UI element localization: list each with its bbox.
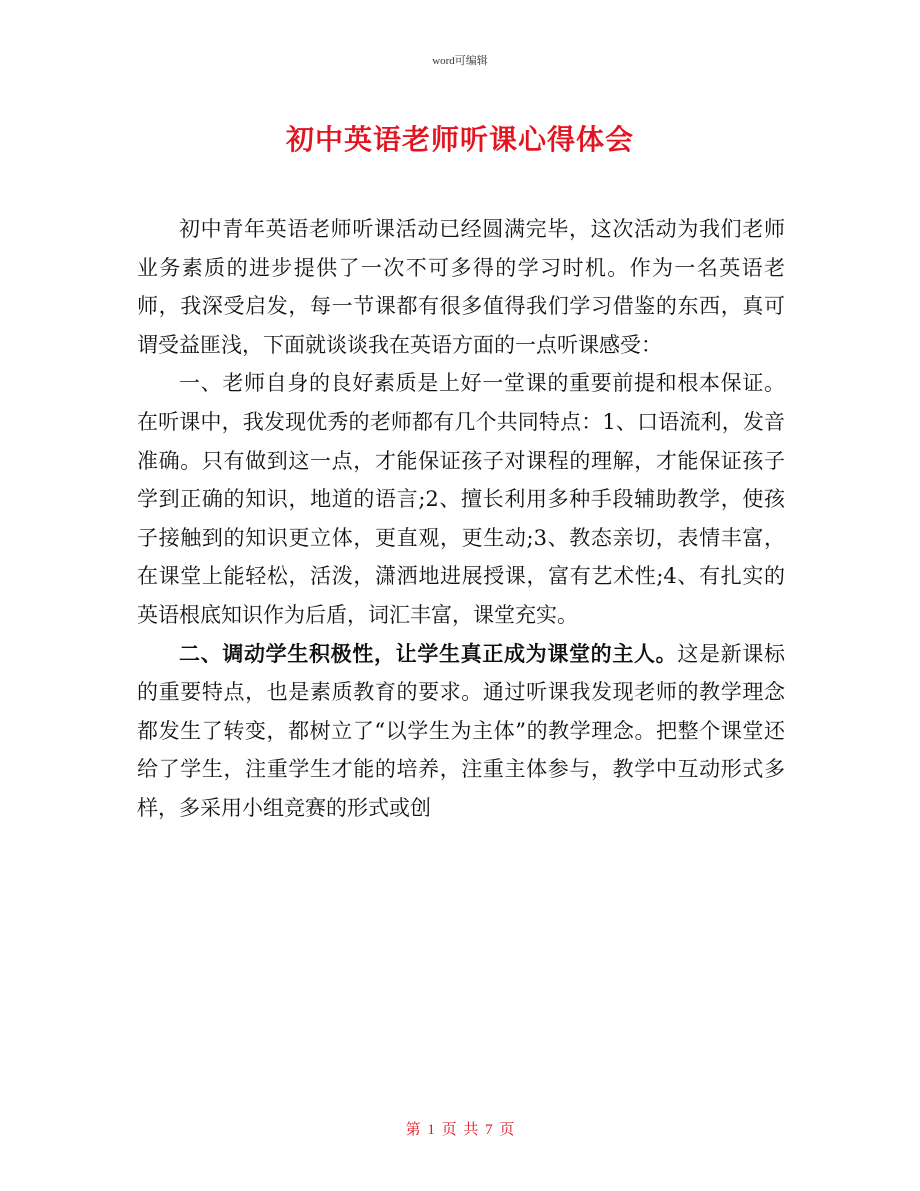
paragraph-intro (137, 210, 785, 364)
paragraph-lead-heading: 二、调动学生积极性，让学生真正成为课堂的主人。 (179, 640, 678, 666)
paragraph-text: 一、老师自身的良好素质是上好一堂课的重要前提和根本保证。在听课中，我发现优秀的老师都有几个共同特点：1、口语流利，发音准确。只有做到这一点，才能保证孩子对课程的理解，才能保证孩子学到正确的知识，地道的语言;2、擅长利用多种手段辅助教学，使孩子接触到的知识更立体，更直观，更生动;3、教态亲切，表情丰富，在课堂上能轻松，活泼，潇洒地进展授课，富有艺术性;4、有扎实的英语根底知识作为后盾，词汇丰富，课堂充实。 (137, 371, 785, 627)
paragraph-text: 初中青年英语老师听课活动已经圆满完毕，这次活动为我们老师业务素质的进步提供了一次不可多得的学习时机。作为一名英语老师，我深受启发，每一节课都有很多值得我们学习借鉴的东西，真可谓受益匪浅，下面就谈谈我在英语方面的一点听课感受： (137, 217, 785, 357)
paragraph-student-initiative (137, 635, 785, 828)
document-body (137, 210, 785, 828)
page-number: 第 1 页 共 7 页 (405, 1122, 515, 1138)
paragraph-text: 这是新课标的重要特点，也是素质教育的要求。通过听课我发现老师的教学理念都发生了转变，都树立了“以学生为主体”的教学理念。把整个课堂还给了学生，注重学生才能的培养，注重主体参与，教学中互动形式多样，多采用小组竞赛的形式或创 (137, 641, 786, 820)
paragraph-teacher-quality (137, 364, 785, 634)
header-note: word可编辑 (432, 55, 488, 67)
document-title: 初中英语老师听课心得体会 (285, 123, 634, 156)
